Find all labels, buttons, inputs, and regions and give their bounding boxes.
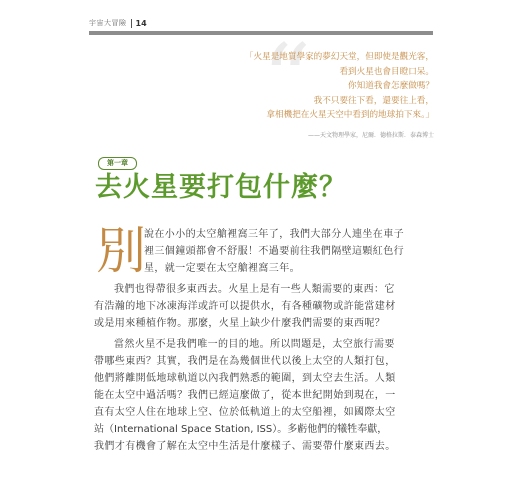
text-line: 或是用來種植作物。那麼，火星上缺少什麼我們需要的東西呢？: [94, 318, 386, 329]
section-title: 宇宙大冒險: [89, 19, 127, 27]
running-header: [89, 17, 147, 29]
chapter-title: 去火星要打包什麼？: [95, 172, 347, 203]
drop-cap: 別: [96, 222, 146, 280]
paragraph-1: [144, 226, 434, 277]
quote-line: 你知道我會怎麼做嗎？: [348, 81, 434, 92]
text-line: 直有太空人住在地球上空、位於低軌道上的太空船裡，如國際太空: [94, 407, 396, 418]
header-separator: [131, 19, 132, 28]
quote-mark-icon: “: [262, 24, 312, 136]
quote-line: 拿相機把在火星天空中看到的地球拍下來。」: [266, 110, 434, 121]
paragraph-3: [94, 336, 439, 455]
text-line: 我們也得帶很多東西去。火星上是有一些人類需要的東西：它: [114, 284, 395, 295]
quote-attribution: ——天文物理學家，尼爾．德格拉斯．泰森博士: [307, 132, 434, 139]
text-line: 有浩瀚的地下冰凍海洋或許可以提供水，有各種礦物或許能當建材: [94, 301, 396, 312]
text-line: 能在太空中過活嗎？我們已經這麼做了，從本世紀開始到現在，一: [94, 390, 396, 401]
text-line: 說在小小的太空艙裡窩三年了，我們大部分人連坐在車子: [144, 229, 404, 240]
text-line: 帶哪些東西？其實，我們是在為幾個世代以後上太空的人類打包，: [94, 356, 396, 367]
quote-line: 看到火星也會目瞪口呆。: [339, 66, 434, 77]
text-line: 他們將離開低地球軌道以內我們熟悉的範圍，到太空去生活。人類: [94, 373, 396, 384]
text-line: 裡三個鐘頭都會不舒服！不過要前往我們隔壁這顆紅色行: [144, 246, 404, 257]
paragraph-2: [94, 281, 439, 332]
text-line: 星，就一定要在太空艙裡窩三年。: [144, 263, 300, 274]
text-line: 站（International Space Station, ISS）。多虧他們的犧牲奉獻，: [94, 424, 388, 435]
page-number: 14: [135, 18, 147, 28]
chapter-tag: 第一章: [98, 157, 137, 170]
epigraph-quote: [245, 50, 434, 123]
text-line: 我們才有機會了解在太空中生活是什麼樣子、需要帶什麼東西去。: [94, 441, 396, 452]
quote-line: 我不只要往下看，還要往上看，: [313, 95, 434, 106]
text-line: 當然火星不是我們唯一的目的地。所以問題是，太空旅行需要: [114, 339, 395, 350]
header-rule: [89, 31, 433, 35]
quote-line: 「火星是地質學家的夢幻天堂，但即使是觀光客，: [244, 52, 434, 62]
